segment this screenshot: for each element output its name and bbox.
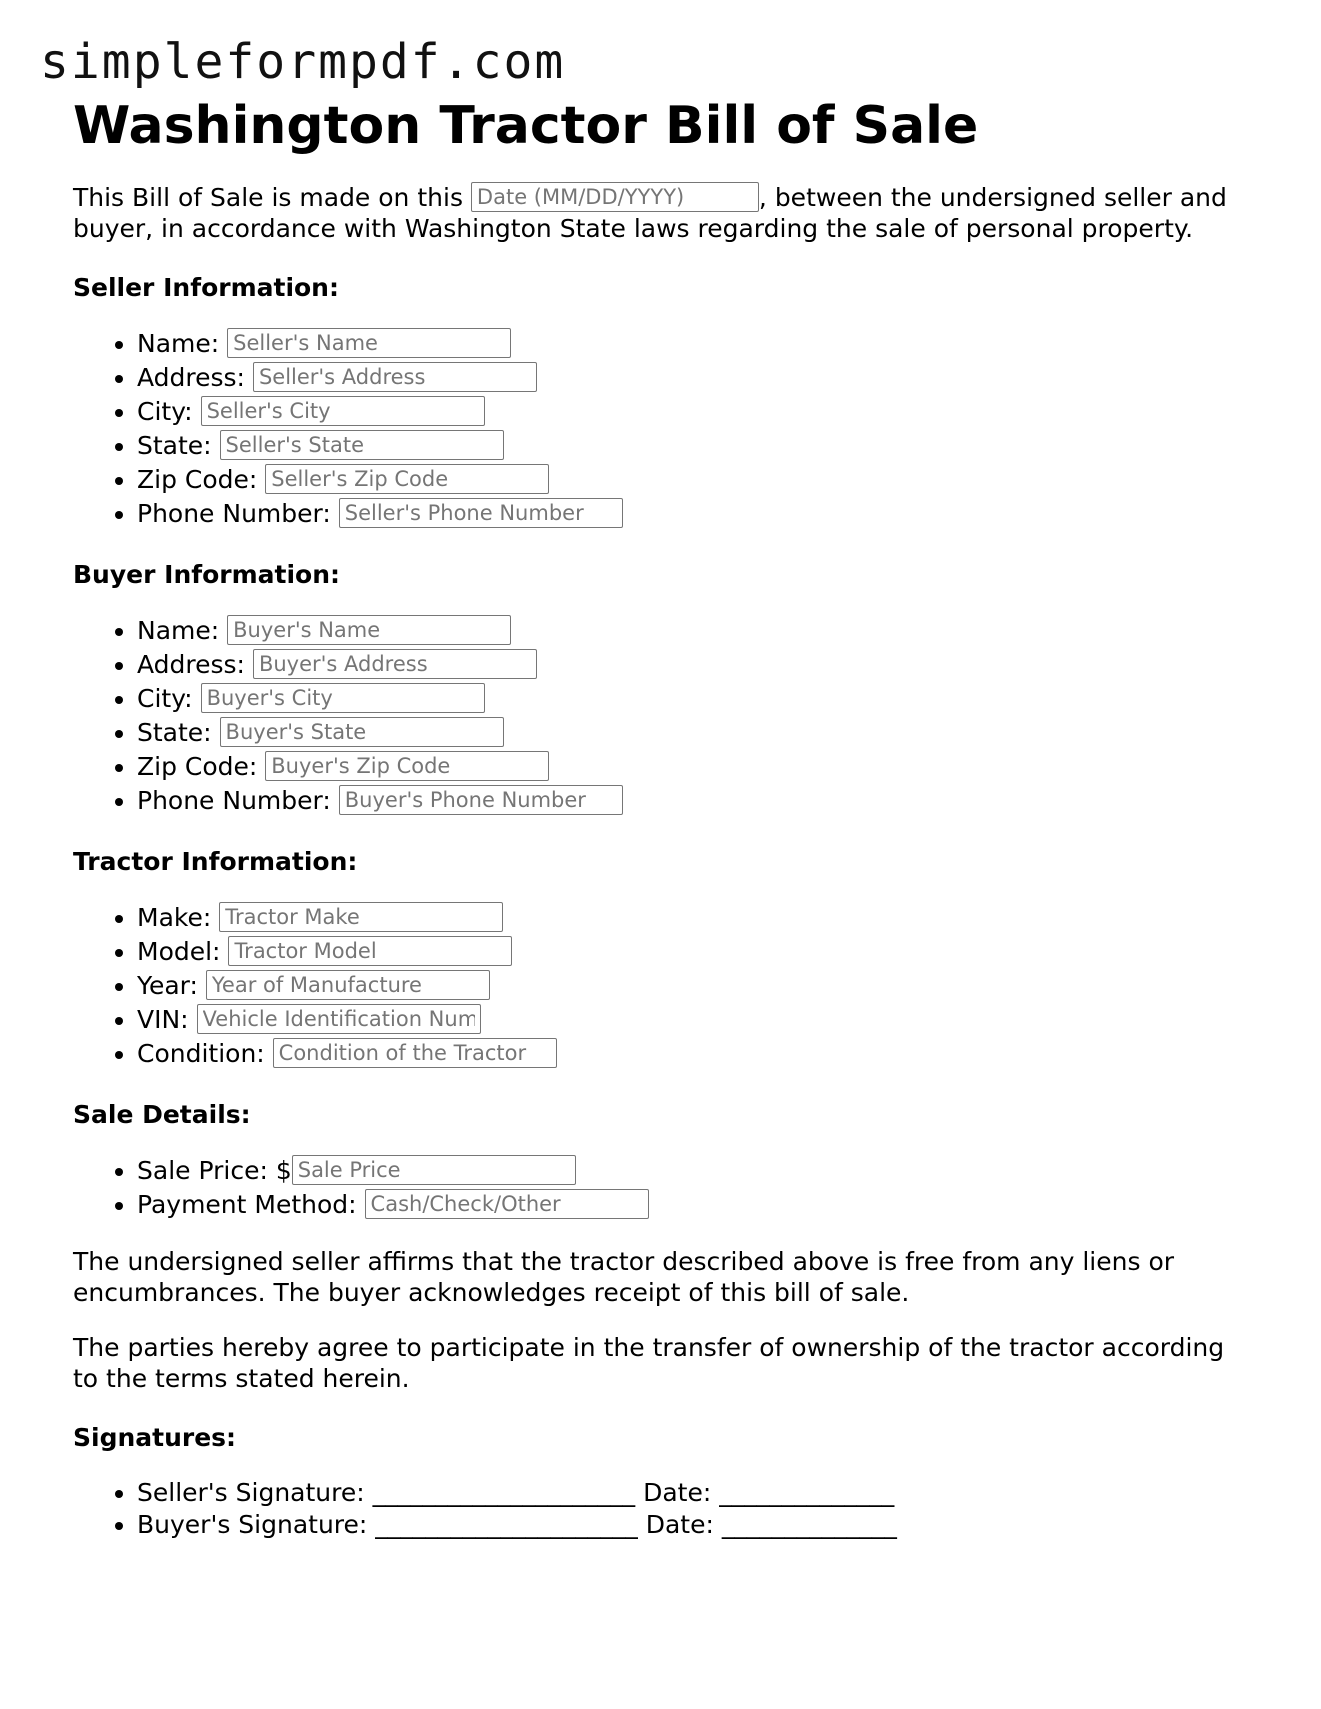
buyer-signature-line: • Buyer's Signature: _____________________ Date: ______________: [137, 1509, 1253, 1541]
seller-name-input[interactable]: [227, 328, 511, 358]
buyer-zip-input[interactable]: [265, 751, 549, 781]
sale-heading: Sale Details:: [73, 1100, 251, 1129]
buyer-name-label: Name:: [137, 616, 228, 645]
sale-price-input[interactable]: [292, 1155, 576, 1185]
list-item: [137, 1154, 1253, 1188]
seller-phone-input[interactable]: [339, 498, 623, 528]
list-item: [137, 716, 1253, 750]
tractor-year-input[interactable]: [206, 970, 490, 1000]
buyer-name-input[interactable]: [227, 615, 511, 645]
seller-phone-label: Phone Number:: [137, 499, 339, 528]
tractor-model-input[interactable]: [228, 936, 512, 966]
list-item: [137, 935, 1253, 969]
list-item: [137, 1188, 1253, 1222]
page-title: Washington Tractor Bill of Sale: [73, 96, 979, 156]
site-watermark: simpleformpdf.com: [40, 34, 566, 90]
intro-text-before: This Bill of Sale is made on this: [73, 183, 471, 212]
list-item: [137, 497, 1253, 531]
buyer-state-input[interactable]: [220, 717, 504, 747]
tractor-heading: Tractor Information:: [73, 847, 358, 876]
list-item: [137, 682, 1253, 716]
seller-signature-line: • Seller's Signature: _____________________ Date: ______________: [137, 1477, 1253, 1509]
buyer-zip-label: Zip Code:: [137, 752, 266, 781]
list-item: [137, 361, 1253, 395]
buyer-address-input[interactable]: [253, 649, 537, 679]
seller-city-label: City:: [137, 397, 201, 426]
seller-state-input[interactable]: [220, 430, 504, 460]
list-item: [137, 648, 1253, 682]
tractor-make-label: Make:: [137, 903, 220, 932]
tractor-vin-input[interactable]: [197, 1004, 481, 1034]
buyer-heading: Buyer Information:: [73, 560, 341, 589]
seller-zip-input[interactable]: [265, 464, 549, 494]
buyer-list: [73, 614, 1253, 818]
seller-zip-label: Zip Code:: [137, 465, 266, 494]
tractor-model-label: Model:: [137, 937, 229, 966]
affirmation-paragraph: The undersigned seller affirms that the tractor described above is free from any liens or encumbrances. The buyer acknowledges receipt of this bill of sale.: [73, 1247, 1175, 1307]
list-item: [137, 750, 1253, 784]
signatures-heading: Signatures:: [73, 1423, 237, 1452]
signatures-list: [73, 1477, 1253, 1541]
sale-price-label: Sale Price: $: [137, 1156, 292, 1185]
list-item: [137, 463, 1253, 497]
intro-paragraph: [73, 182, 1253, 244]
intro-text-after: , between the undersigned seller and buyer, in accordance with Washington State laws regarding the sale of personal property.: [73, 183, 1227, 243]
tractor-condition-input[interactable]: [273, 1038, 557, 1068]
buyer-city-label: City:: [137, 684, 201, 713]
buyer-address-label: Address:: [137, 650, 253, 679]
tractor-vin-label: VIN:: [137, 1005, 197, 1034]
tractor-list: [73, 901, 1253, 1071]
buyer-phone-input[interactable]: [339, 785, 623, 815]
list-item: [137, 395, 1253, 429]
tractor-year-label: Year:: [137, 971, 206, 1000]
seller-list: [73, 327, 1253, 531]
payment-method-label: Payment Method:: [137, 1190, 365, 1219]
seller-address-label: Address:: [137, 363, 253, 392]
document-page: [73, 94, 1253, 1541]
sale-date-input[interactable]: [471, 182, 759, 212]
list-item: [137, 614, 1253, 648]
buyer-city-input[interactable]: [201, 683, 485, 713]
buyer-state-label: State:: [137, 718, 220, 747]
list-item: [137, 784, 1253, 818]
list-item: [137, 901, 1253, 935]
seller-name-label: Name:: [137, 329, 228, 358]
seller-address-input[interactable]: [253, 362, 537, 392]
list-item: [137, 1037, 1253, 1071]
list-item: [137, 429, 1253, 463]
agreement-paragraph: The parties hereby agree to participate in the transfer of ownership of the tractor according to the terms stated herein.: [73, 1333, 1225, 1393]
sale-list: [73, 1154, 1253, 1222]
list-item: [137, 1003, 1253, 1037]
seller-state-label: State:: [137, 431, 220, 460]
tractor-make-input[interactable]: [219, 902, 503, 932]
list-item: [137, 327, 1253, 361]
list-item: [137, 969, 1253, 1003]
buyer-phone-label: Phone Number:: [137, 786, 339, 815]
payment-method-input[interactable]: [365, 1189, 649, 1219]
seller-city-input[interactable]: [201, 396, 485, 426]
tractor-condition-label: Condition:: [137, 1039, 273, 1068]
seller-heading: Seller Information:: [73, 273, 339, 302]
